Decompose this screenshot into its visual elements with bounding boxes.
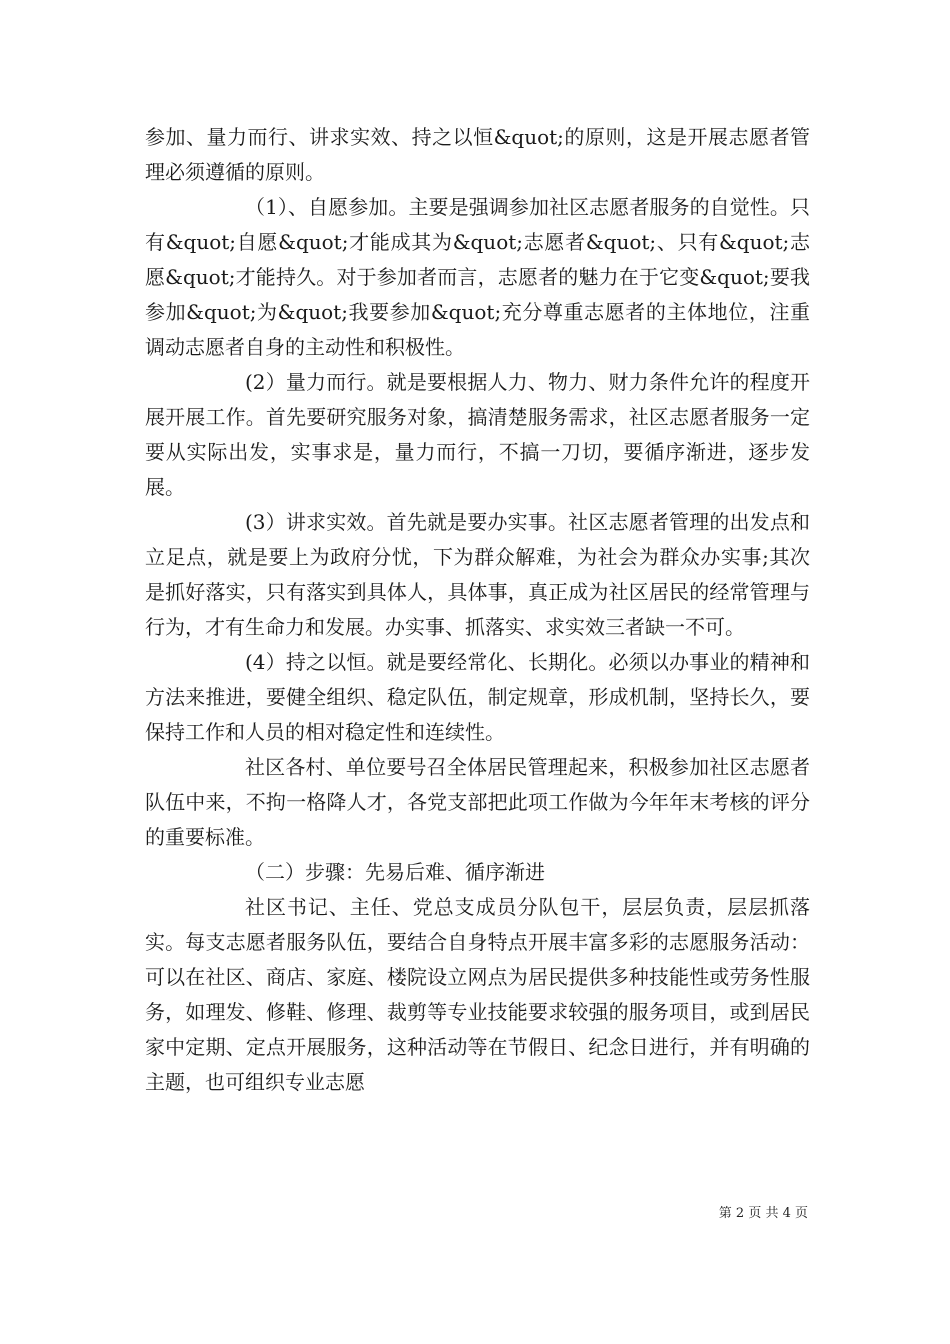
paragraph-persistence: (4）持之以恒。就是要经常化、长期化。必须以办事业的精神和方法来推进，要健全组织、稳定队伍，制定规章，形成机制，坚持长久，要保持工作和人员的相对稳定性和连续性。 bbox=[145, 650, 810, 744]
document-body bbox=[145, 120, 810, 1100]
paragraph-continuation: 参加、量力而行、讲求实效、持之以恒&quot;的原则，这是开展志愿者管理必须遵循的原则。 bbox=[145, 125, 810, 184]
paragraph-effectiveness: (3）讲求实效。首先就是要办实事。社区志愿者管理的出发点和立足点，就是要上为政府分忧，下为群众解难，为社会为群众办实事;其次是抓好落实，只有落实到具体人，具体事，真正成为社区居民的经常管理与行为，才有生命力和发展。办实事、抓落实、求实效三者缺一不可。 bbox=[145, 510, 810, 639]
paragraph-voluntary: （1）、自愿参加。主要是强调参加社区志愿者服务的自觉性。只有&quot;自愿&quot;才能成其为&quot;志愿者&quot;、只有&quot;志愿&quot;才能持久。对于参加者而言，志愿者的魅力在于它变&quot;要我参加&quot;为&quot;我要参加&quot;充分尊重志愿者的主体地位，注重调动志愿者自身的主动性和积极性。 bbox=[145, 195, 810, 359]
section-heading-steps: （二）步骤：先易后难、循序渐进 bbox=[245, 860, 545, 884]
page-number: 第 2 页 共 4 页 bbox=[718, 1206, 808, 1221]
paragraph-within-means: (2）量力而行。就是要根据人力、物力、财力条件允许的程度开展开展工作。首先要研究服务对象，搞清楚服务需求，社区志愿者服务一定要从实际出发，实事求是，量力而行，不搞一刀切，要循序渐进，逐步发展。 bbox=[145, 370, 810, 499]
paragraph-mobilization: 社区各村、单位要号召全体居民管理起来，积极参加社区志愿者队伍中来，不拘一格降人才，各党支部把此项工作做为今年年末考核的评分的重要标准。 bbox=[145, 755, 810, 849]
paragraph-steps-detail: 社区书记、主任、党总支成员分队包干，层层负责，层层抓落实。每支志愿者服务队伍，要结合自身特点开展丰富多彩的志愿服务活动：可以在社区、商店、家庭、楼院设立网点为居民提供多种技能性或劳务性服务，如理发、修鞋、修理、裁剪等专业技能要求较强的服务项目，或到居民家中定期、定点开展服务，这种活动等在节假日、纪念日进行，并有明确的主题，也可组织专业志愿 bbox=[145, 895, 810, 1094]
